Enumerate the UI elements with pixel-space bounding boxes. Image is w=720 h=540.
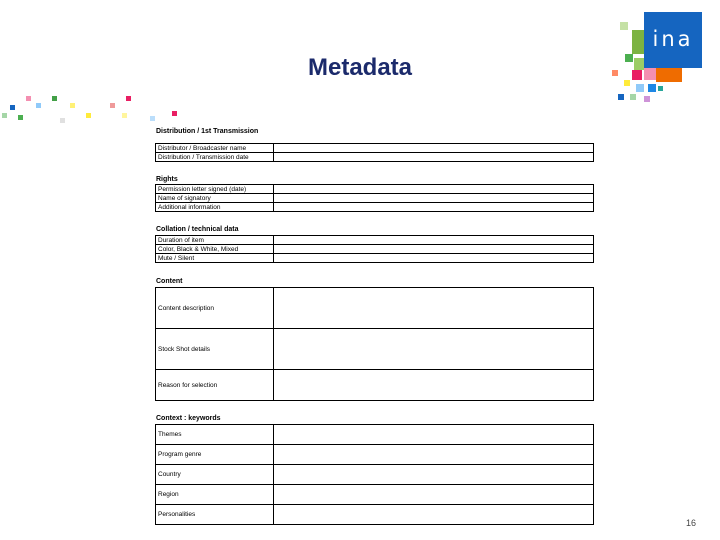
field-label: Stock Shot details — [156, 329, 274, 370]
deco-square — [172, 111, 177, 116]
logo-square — [620, 22, 628, 30]
section-title-rights: Rights — [156, 176, 178, 183]
collation-table — [155, 235, 594, 263]
context-table — [155, 424, 594, 525]
deco-square — [36, 103, 41, 108]
section-title-collation: Collation / technical data — [156, 226, 239, 233]
field-label: Additional information — [156, 203, 274, 212]
rights-table — [155, 184, 594, 212]
field-value[interactable] — [274, 194, 594, 203]
logo-square — [644, 68, 656, 80]
logo-square — [636, 84, 644, 92]
table-row — [156, 236, 594, 245]
logo-square — [632, 70, 642, 80]
deco-square — [60, 118, 65, 123]
content-table — [155, 287, 594, 401]
field-value[interactable] — [274, 185, 594, 194]
logo-square — [648, 84, 656, 92]
deco-square — [10, 105, 15, 110]
section-title-content: Content — [156, 278, 183, 285]
logo-square — [612, 70, 618, 76]
section-title-context: Context : keywords — [156, 415, 221, 422]
table-row — [156, 288, 594, 329]
table-row — [156, 144, 594, 153]
deco-square — [122, 113, 127, 118]
field-value[interactable] — [274, 370, 594, 401]
field-value[interactable] — [274, 485, 594, 505]
field-value[interactable] — [274, 445, 594, 465]
field-label: Personalities — [156, 505, 274, 525]
logo-square — [658, 86, 663, 91]
table-row — [156, 245, 594, 254]
field-value[interactable] — [274, 465, 594, 485]
field-label: Themes — [156, 425, 274, 445]
distribution-table — [155, 143, 594, 162]
deco-square — [150, 116, 155, 121]
table-row — [156, 425, 594, 445]
logo-square — [632, 30, 644, 54]
deco-square — [110, 103, 115, 108]
field-label: Mute / Silent — [156, 254, 274, 263]
table-row — [156, 203, 594, 212]
logo-square — [656, 68, 682, 82]
logo-square — [624, 80, 630, 86]
field-value[interactable] — [274, 236, 594, 245]
deco-square — [18, 115, 23, 120]
field-value[interactable] — [274, 288, 594, 329]
field-label: Program genre — [156, 445, 274, 465]
field-value[interactable] — [274, 425, 594, 445]
logo-square — [625, 54, 633, 62]
table-row — [156, 153, 594, 162]
field-label: Reason for selection — [156, 370, 274, 401]
field-value[interactable] — [274, 329, 594, 370]
deco-square — [126, 96, 131, 101]
logo-square — [634, 58, 644, 70]
field-label: Country — [156, 465, 274, 485]
deco-square — [52, 96, 57, 101]
logo-square — [618, 94, 624, 100]
table-row — [156, 185, 594, 194]
table-row — [156, 445, 594, 465]
table-row — [156, 194, 594, 203]
field-value[interactable] — [274, 254, 594, 263]
table-row — [156, 485, 594, 505]
logo-text: ina — [652, 27, 694, 51]
field-label: Name of signatory — [156, 194, 274, 203]
deco-square — [2, 113, 7, 118]
field-value[interactable] — [274, 245, 594, 254]
field-value[interactable] — [274, 144, 594, 153]
logo-square — [630, 94, 636, 100]
field-label: Distribution / Transmission date — [156, 153, 274, 162]
table-row — [156, 505, 594, 525]
table-row — [156, 370, 594, 401]
field-label: Distributor / Broadcaster name — [156, 144, 274, 153]
field-label: Region — [156, 485, 274, 505]
deco-square — [86, 113, 91, 118]
deco-square — [26, 96, 31, 101]
logo-box — [644, 12, 702, 68]
field-label: Content description — [156, 288, 274, 329]
field-value[interactable] — [274, 203, 594, 212]
table-row — [156, 329, 594, 370]
field-label: Duration of item — [156, 236, 274, 245]
field-value[interactable] — [274, 505, 594, 525]
table-row — [156, 254, 594, 263]
slide-title: Metadata — [307, 54, 413, 81]
field-label: Permission letter signed (date) — [156, 185, 274, 194]
field-value[interactable] — [274, 153, 594, 162]
field-label: Color, Black & White, Mixed — [156, 245, 274, 254]
section-title-distribution: Distribution / 1st Transmission — [156, 128, 259, 135]
deco-square — [70, 103, 75, 108]
table-row — [156, 465, 594, 485]
page-number: 16 — [686, 518, 697, 528]
logo-square — [644, 96, 650, 102]
